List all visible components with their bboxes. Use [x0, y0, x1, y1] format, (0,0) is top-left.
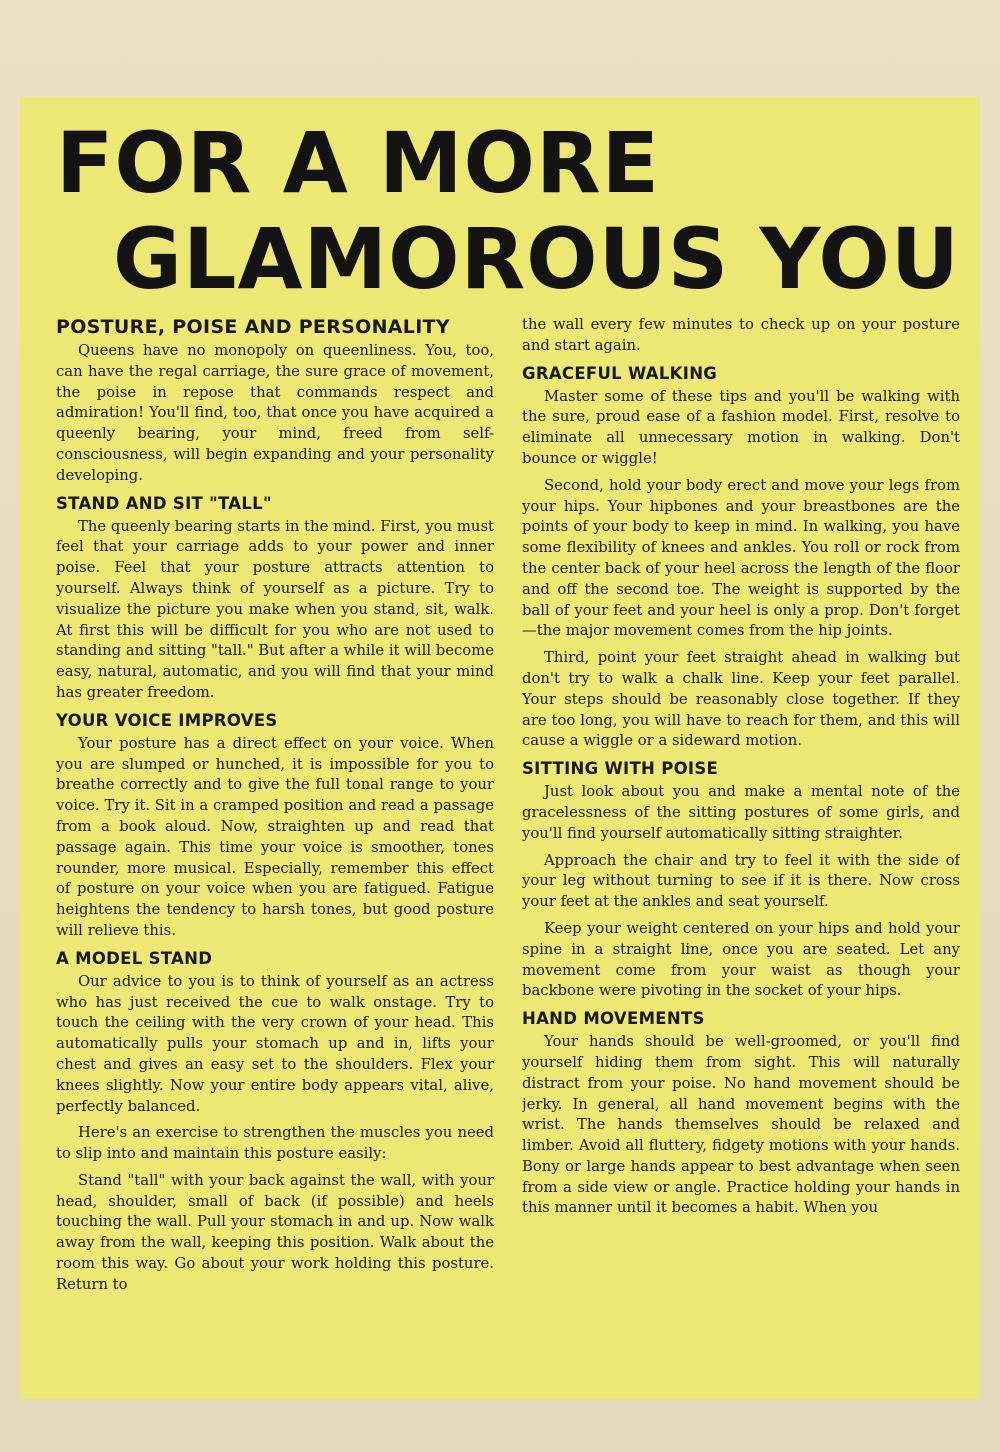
title-line-2: GLAMOROUS YOU: [113, 210, 960, 308]
left-column: [56, 315, 494, 1379]
paragraph: the wall every few minutes to check up on your posture and start again.: [522, 316, 960, 354]
section-heading: A MODEL STAND: [56, 948, 213, 968]
paragraph: Approach the chair and try to feel it with the side of your leg without turning to see if it is there. Now cross your feet at the ankles and seat yourself.: [522, 851, 960, 911]
paragraph: Stand "tall" with your back against the wall, with your head, shoulder, small of back (if possible) and heels touching the wall. Pull your stomach in and up. Now walk away from the wall, keeping this position. Walk about the room this way. Go about your work holding this posture. Return to: [56, 1171, 494, 1293]
section-heading: STAND AND SIT "TALL": [56, 493, 272, 513]
paragraph: Third, point your feet straight ahead in walking but don't try to walk a chalk line. Keep your feet parallel. Your steps should be reasonably close together. If they are too long, you will have to reach for them, and this will cause a wiggle or a sideward motion.: [522, 649, 960, 750]
paragraph: Here's an exercise to strengthen the muscles you need to slip into and maintain this posture easily:: [56, 1124, 494, 1163]
paragraph: Your posture has a direct effect on your voice. When you are slumped or hunched, it is impossible for you to breathe correctly and to give the full tonal range to your voice. Try it. Sit in a cramped position and read a passage from a book aloud. Now, straighten up and read that passage again. This time your voice is smoother, tones rounder, more musical. Especially, remember this effect of posture on your voice when you are fatigued. Fatigue heightens the tendency to harsh tones, but good posture will relieve this.: [56, 734, 494, 939]
article-columns: [56, 315, 960, 1379]
paragraph: Queens have no monopoly on queenliness. You, too, can have the regal carriage, the sure grace of movement, the poise in repose that commands respect and admiration! You'll find, too, that once you have acquired a queenly bearing, your mind, freed from self-consciousness, will begin expanding and your personality developing.: [56, 342, 494, 484]
section-heading: GRACEFUL WALKING: [522, 363, 718, 383]
section-heading: SITTING WITH POISE: [522, 759, 719, 779]
paragraph: Our advice to you is to think of yourself as an actress who has just received the cue to walk onstage. Try to touch the ceiling with the very crown of your head. This automatically pulls your stomach up and in, lifts your chest and gives an easy set to the shoulders. Flex your knees slightly. Now your entire body appears vital, alive, perfectly balanced.: [56, 972, 494, 1115]
paragraph: The queenly bearing starts in the mind. First, you must feel that your carriage adds to your power and inner poise. Feel that your posture attracts attention to yourself. Always think of yourself as a picture. Try to visualize the picture you make when you stand, sit, walk. At first this will be difficult for you who are not used to standing and sitting "tall." But after a while it will become easy, natural, automatic, and you will find that your mind has greater freedom.: [56, 517, 494, 701]
article-title: [56, 115, 960, 307]
paragraph: Your hands should be well-groomed, or you'll find yourself hiding them from sight. This will naturally distract from your poise. No hand movement should be jerky. In general, all hand movement begins with the wrist. The hands themselves should be relaxed and limber. Avoid all fluttery, fidgety motions with your hands. Bony or large hands appear to best advantage when seen from a side view or angle. Practice holding your hands in this manner until it becomes a habit. When you: [522, 1033, 960, 1217]
section-heading: POSTURE, POISE AND PERSONALITY: [56, 316, 450, 338]
section-heading: HAND MOVEMENTS: [522, 1009, 705, 1029]
paragraph: Just look about you and make a mental note of the gracelessness of the sitting postures of some girls, and you'll find yourself automatically sitting straighter.: [522, 783, 960, 842]
article-panel: [20, 97, 980, 1399]
right-column: [522, 315, 960, 1379]
paragraph: Keep your weight centered on your hips and hold your spine in a straight line, once you are seated. Let any movement come from your waist as though your backbone were pivoting in the socket of your hips.: [522, 919, 960, 1000]
title-line-1: FOR A MORE: [56, 114, 661, 212]
section-heading: YOUR VOICE IMPROVES: [56, 710, 278, 730]
paragraph: Master some of these tips and you'll be walking with the sure, proud ease of a fashion model. First, resolve to eliminate all unnecessary motion in walking. Don't bounce or wiggle!: [522, 387, 960, 467]
paragraph: Second, hold your body erect and move your legs from your hips. Your hipbones and your breastbones are the points of your body to keep in mind. In walking, you have some flexibility of knees and ankles. You roll or rock from the center back of your heel across the length of the floor and off the second toe. The weight is supported by the ball of your feet and your heel is only a prop. Don't forget—the major movement comes from the hip joints.: [522, 476, 960, 640]
